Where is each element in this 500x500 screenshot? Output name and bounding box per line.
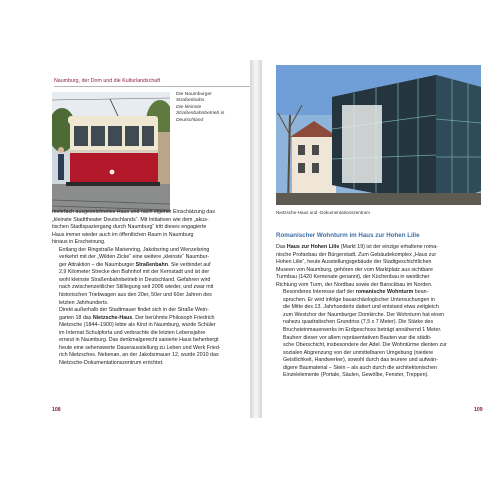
text-run: Nietzsche-Dokumentationszentrum errichtet. xyxy=(59,359,164,366)
running-head: Naumburg, der Dom und die Kulturlandschaft xyxy=(54,78,161,84)
bold-term: Straßenbahn xyxy=(135,261,168,268)
text-run: Direkt außerhalb der Stadtmauer findet sich in der Straße Wein- xyxy=(59,307,209,314)
text-line xyxy=(52,209,248,217)
paragraph xyxy=(276,244,482,289)
text-run: im Internat Schulpforta und verbrachte die letzten Lebensjahre xyxy=(59,329,206,336)
text-line xyxy=(52,300,248,308)
text-run: die Mitte des 13. Jahrhunderts datiert und entstand etwa zeitgleich xyxy=(283,304,439,311)
text-run: spruchen. Er wird infolge bauarchäologischer Untersuchungen in xyxy=(283,296,435,303)
section-heading: Romanischer Wohnturm im Haus zur Hohen Lilie xyxy=(276,232,420,239)
text-run: Das xyxy=(276,244,287,250)
page-number: 109 xyxy=(474,407,483,413)
text-line xyxy=(276,244,482,252)
text-run: heute eine sehenswerte Dauerausstellung zu Leben und Werk Fried- xyxy=(59,344,221,351)
text-run: . Sie verbindet auf xyxy=(167,261,211,268)
text-line xyxy=(52,352,248,360)
text-run: sche Oberschicht, insbesondere der Adel. Die Wohntürme dienten zur xyxy=(283,342,447,349)
text-run: tischen Stadtspaziergang durch Naumburg“ tritt dieses engagierte xyxy=(52,224,207,231)
text-line xyxy=(52,277,248,285)
paragraph xyxy=(52,247,248,307)
page-number: 108 xyxy=(52,407,61,413)
text-run: erneut in Naumburg. Das denkmalgerecht sanierte Haus beherbergt xyxy=(59,337,219,344)
text-run: Hohen Lilie“, heute Ausstellungsgebäude der Stadtgeschichtlichen xyxy=(276,259,432,266)
text-run: ger Attraktion – die Naumburger xyxy=(59,261,136,268)
left-page xyxy=(14,60,250,418)
text-run: „kleinste Stadttheater Deutschlands“. Mit Initiativen wie dem „akus- xyxy=(52,216,209,223)
bold-term: Haus zur Hohen Lilie xyxy=(286,244,340,250)
paragraph xyxy=(52,307,248,367)
text-line xyxy=(276,289,482,297)
tram-photo xyxy=(52,92,170,212)
bold-term: romanische Wohnturm xyxy=(355,289,414,296)
text-line xyxy=(52,217,248,225)
text-run: rich Nietzsches. Nebenan, an der Jakobsmauer 12, wurde 2010 das xyxy=(59,352,219,359)
text-line xyxy=(276,365,482,373)
text-line xyxy=(276,319,482,327)
text-run: (Markt 19) ist der einzige erhaltene roma- xyxy=(339,244,438,250)
text-run: Entlang der Ringstraße Marienring, Jakobsring und Wenzelsring xyxy=(59,246,210,253)
text-line xyxy=(276,274,482,282)
text-run: Museen von Naumburg, gehören der vom Marktplatz aus sichtbare xyxy=(276,266,433,273)
text-run: Geistlichkeit, Handwerker), sowohl durch das teurere und aufwän- xyxy=(283,357,438,364)
text-run: historischen Triebwagen aus den 20er, 50er und 60er Jahren des xyxy=(59,292,212,299)
text-run: verkehrt mit der „Wilden Zicke“ eine weitere „kleinste“ Naumbur- xyxy=(59,254,210,261)
text-run: nahezu quadratischen Grundriss (7,5 x 7 Meter). Die Stärke des xyxy=(283,319,434,326)
tram-photo-caption xyxy=(176,92,242,124)
text-run: digere Baumaterial – Stein – als auch durch die architektonischen xyxy=(283,364,437,371)
text-line xyxy=(52,284,248,292)
text-run: Nietzsche (1844–1900) lebte als Kind in Naumburg, wurde Schüler xyxy=(59,322,216,329)
text-line xyxy=(276,259,482,267)
text-run: sozialen Abgrenzung von der unmittelbaren Umgebung (niedere xyxy=(283,349,434,356)
text-line xyxy=(52,254,248,262)
text-line xyxy=(276,335,482,343)
paragraph xyxy=(52,209,248,247)
text-line xyxy=(52,345,248,353)
text-run: nach zwischenzeitlicher Stilllegung seit 2006 wieder, und zwar mit xyxy=(59,284,214,291)
text-run: Turmbau (1420 Kemenate genannt), der Küchenbau in westlicher xyxy=(276,274,430,281)
text-line xyxy=(276,357,482,365)
text-line xyxy=(276,304,482,312)
text-line xyxy=(52,322,248,330)
text-line xyxy=(52,337,248,345)
text-line xyxy=(52,269,248,277)
right-body-text xyxy=(276,244,482,380)
text-run: Richtung vom Turm, der Nordbau sowie der Barockbau im Norden. xyxy=(276,281,433,288)
text-run: garten 18 das xyxy=(59,314,93,321)
text-line xyxy=(276,312,482,320)
text-line xyxy=(276,342,482,350)
text-run: Einzelelemente (Portale, Säulen, Gewölbe, Fenster, Treppen). xyxy=(283,372,429,379)
text-run: wohl kleinste Straßenbahnbetrieb in Deutschland. Gefahren wird xyxy=(59,276,211,283)
text-line xyxy=(276,350,482,358)
text-run: . Der berühmte Philosoph Friedrich xyxy=(132,314,215,321)
text-line xyxy=(52,247,248,255)
text-run: zum Westchor der Naumburger Domkirche. Der Wohnturm hat einen xyxy=(283,311,445,318)
text-line xyxy=(52,330,248,338)
photo-caption: Nietzsche-Haus und -Dokumentationszentrum xyxy=(276,210,370,215)
text-line xyxy=(52,232,248,240)
paragraph xyxy=(276,335,482,380)
text-run: Bruchsteinmauerwerks im Erdgeschoss beträgt annähernd 1 Meter. xyxy=(283,327,442,334)
nietzsche-center-photo xyxy=(276,65,481,205)
left-body-text xyxy=(52,209,248,367)
text-line xyxy=(276,297,482,305)
text-line xyxy=(276,282,482,290)
text-line xyxy=(52,224,248,232)
text-run: nische Profanbau der Bürgerstadt. Zum Gebäudekomplex „Haus zur xyxy=(276,251,437,258)
text-line xyxy=(52,360,248,368)
text-line xyxy=(276,372,482,380)
text-run: Bauherr dieser vor allem repräsentativen Bauten war die städti- xyxy=(283,334,432,341)
text-line xyxy=(52,315,248,323)
book-gutter xyxy=(250,60,262,418)
text-line xyxy=(52,307,248,315)
caption-title: Die Naumburger Straßenbahn. xyxy=(176,92,212,104)
text-run: hinaus in Erscheinung. xyxy=(52,239,106,246)
right-page xyxy=(262,60,494,418)
text-run: mehrfach ausgezeichnetes Haus und nach eigener Einschätzung das xyxy=(52,209,215,215)
text-run: 2,9 Kilometer Strecke den Bahnhof mit der Kernstadt und ist der xyxy=(59,269,210,276)
text-run: letzten Jahrhunderts. xyxy=(59,299,109,306)
running-head-rule xyxy=(54,86,250,87)
text-line xyxy=(276,327,482,335)
text-run: Haus immer wieder auch im öffentlichen Raum in Naumburg xyxy=(52,231,194,238)
bold-term: Nietzsche-Haus xyxy=(92,314,133,321)
text-line xyxy=(276,252,482,260)
text-line xyxy=(52,292,248,300)
text-run: Besonderes Interesse darf der xyxy=(283,289,356,296)
text-line xyxy=(52,262,248,270)
text-line xyxy=(276,267,482,275)
caption-subtitle: Die kleinste Straßenbahnbetrieb in Deutschland xyxy=(176,104,225,123)
paragraph xyxy=(276,289,482,334)
text-run: bean- xyxy=(413,289,429,296)
text-line xyxy=(52,239,248,247)
